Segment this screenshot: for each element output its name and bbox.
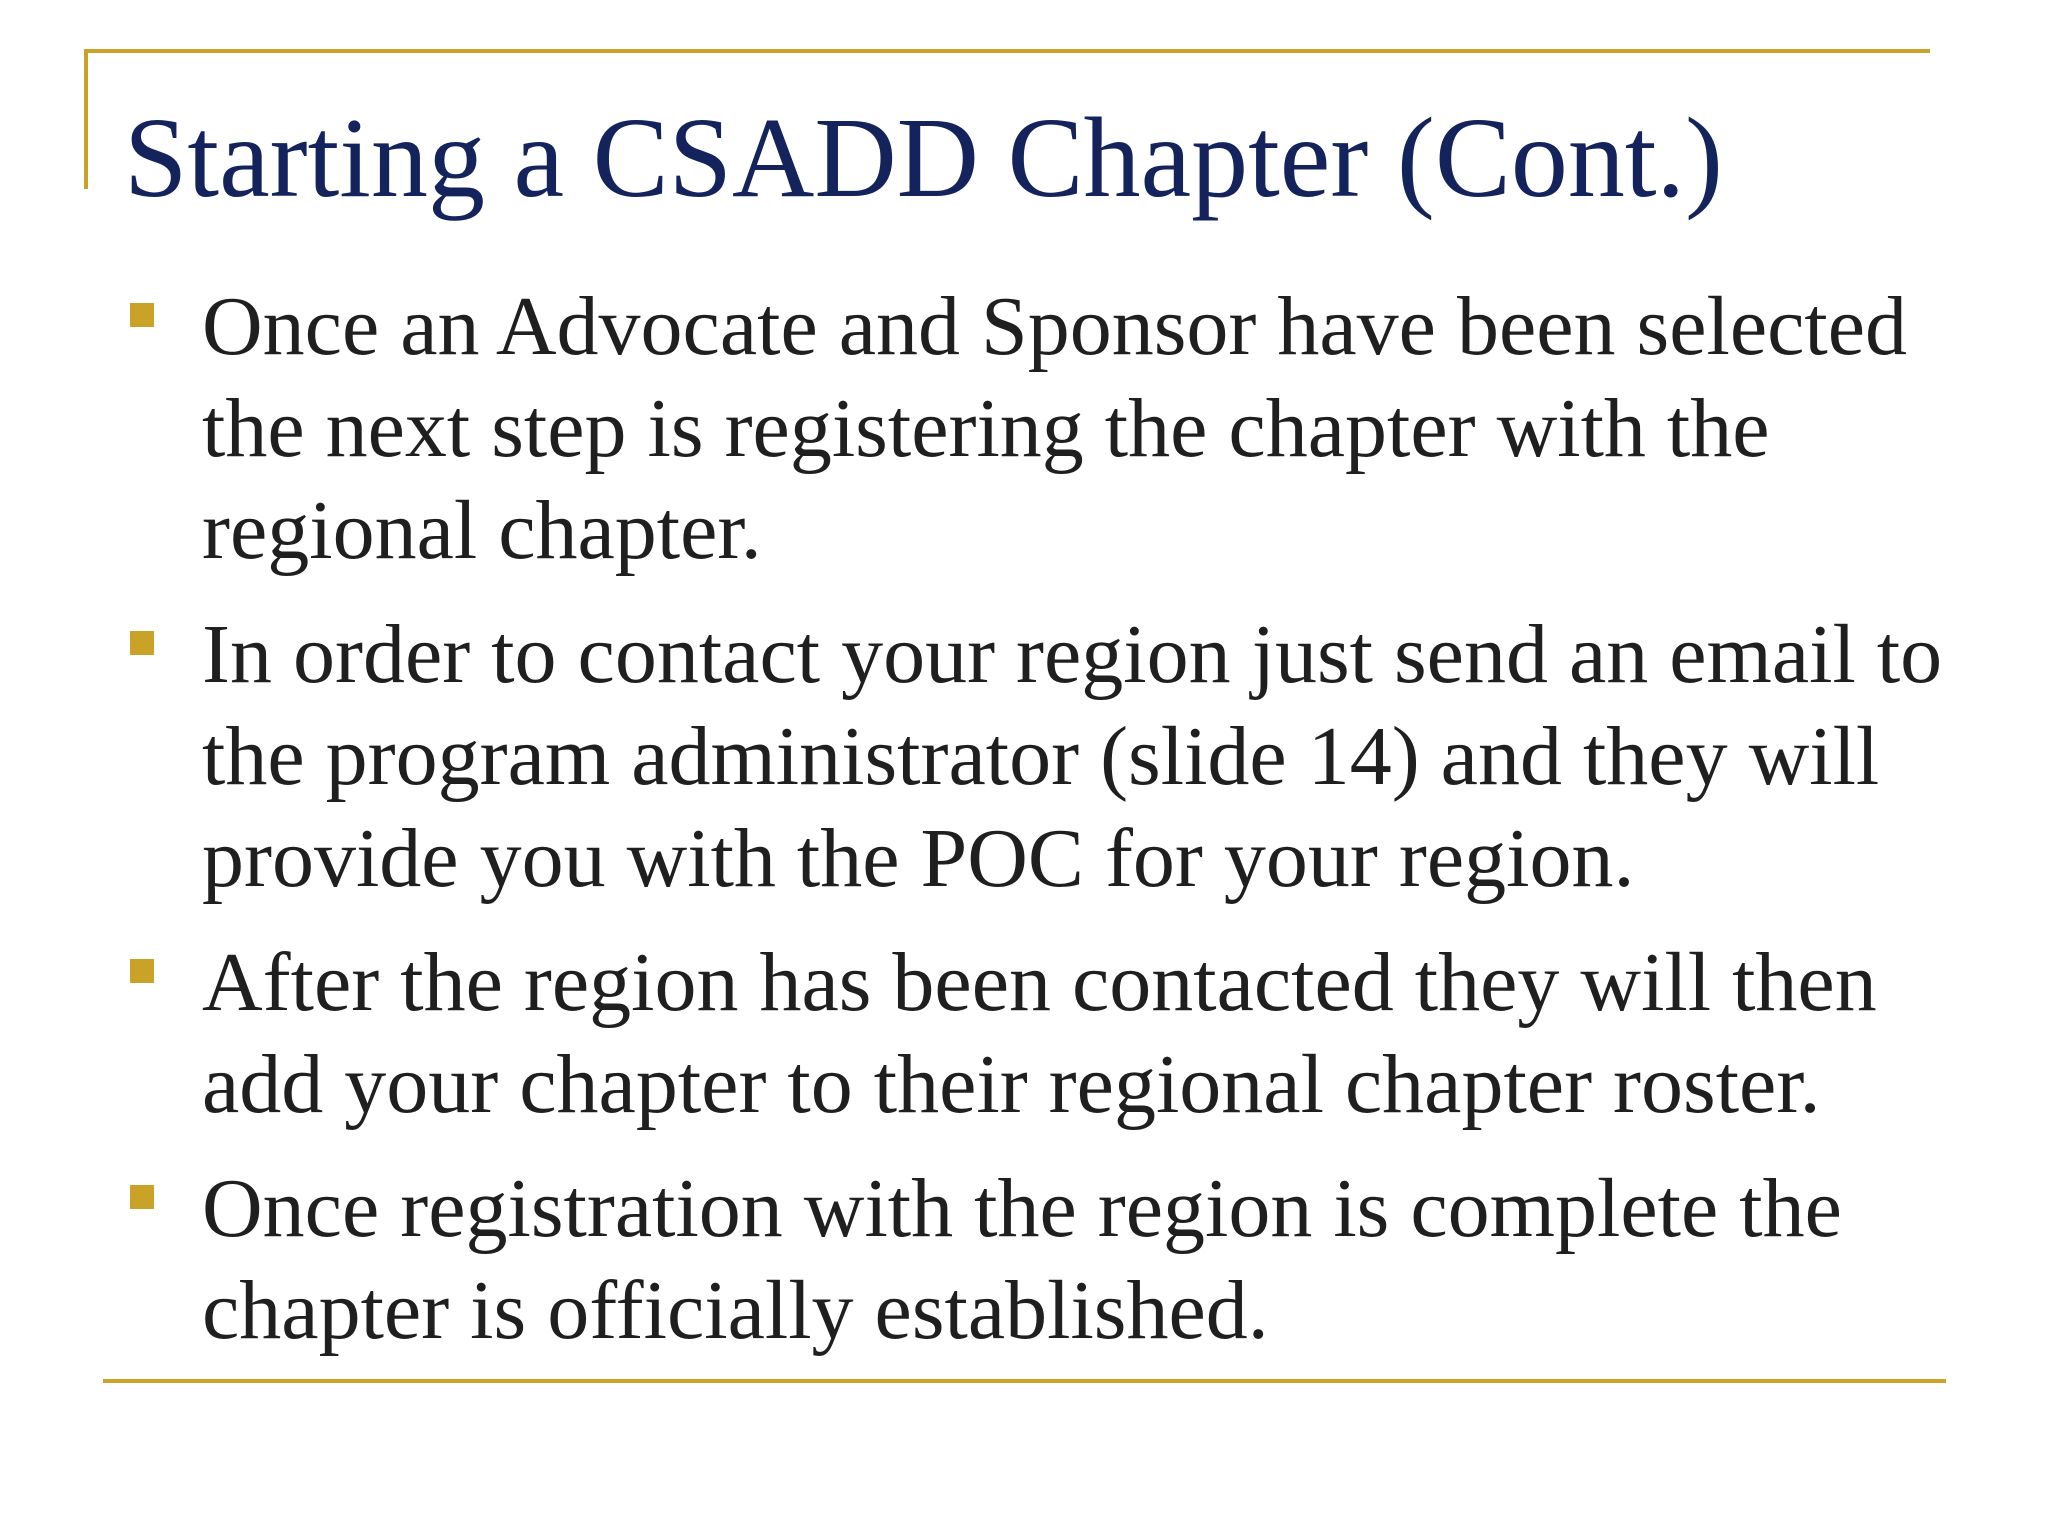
bullet-item-3: [124, 932, 1954, 1136]
bottom-divider-line: [103, 1379, 1946, 1383]
bullet-item-1: [124, 276, 1954, 582]
square-bullet-icon: [130, 631, 154, 655]
bullet-text-2: In order to contact your region just send an email to the program administrator (slide 14) and they will provide you with the POC for your region.: [202, 608, 1943, 905]
bullet-text-1: Once an Advocate and Sponsor have been selected the next step is registering the chapter with the regional chapter.: [202, 280, 1908, 577]
slide-title: Starting a CSADD Chapter (Cont.): [124, 94, 1724, 221]
square-bullet-icon: [130, 959, 154, 983]
left-accent-line: [84, 49, 88, 189]
bullet-list: [124, 276, 1954, 1384]
square-bullet-icon: [130, 1185, 154, 1209]
bullet-item-4: [124, 1158, 1954, 1362]
bullet-text-4: Once registration with the region is complete the chapter is officially established.: [202, 1162, 1842, 1357]
square-bullet-icon: [130, 303, 154, 327]
bullet-text-3: After the region has been contacted they will then add your chapter to their regional chapter roster.: [202, 936, 1877, 1131]
bullet-item-2: [124, 604, 1954, 910]
top-divider-line: [84, 49, 1930, 53]
